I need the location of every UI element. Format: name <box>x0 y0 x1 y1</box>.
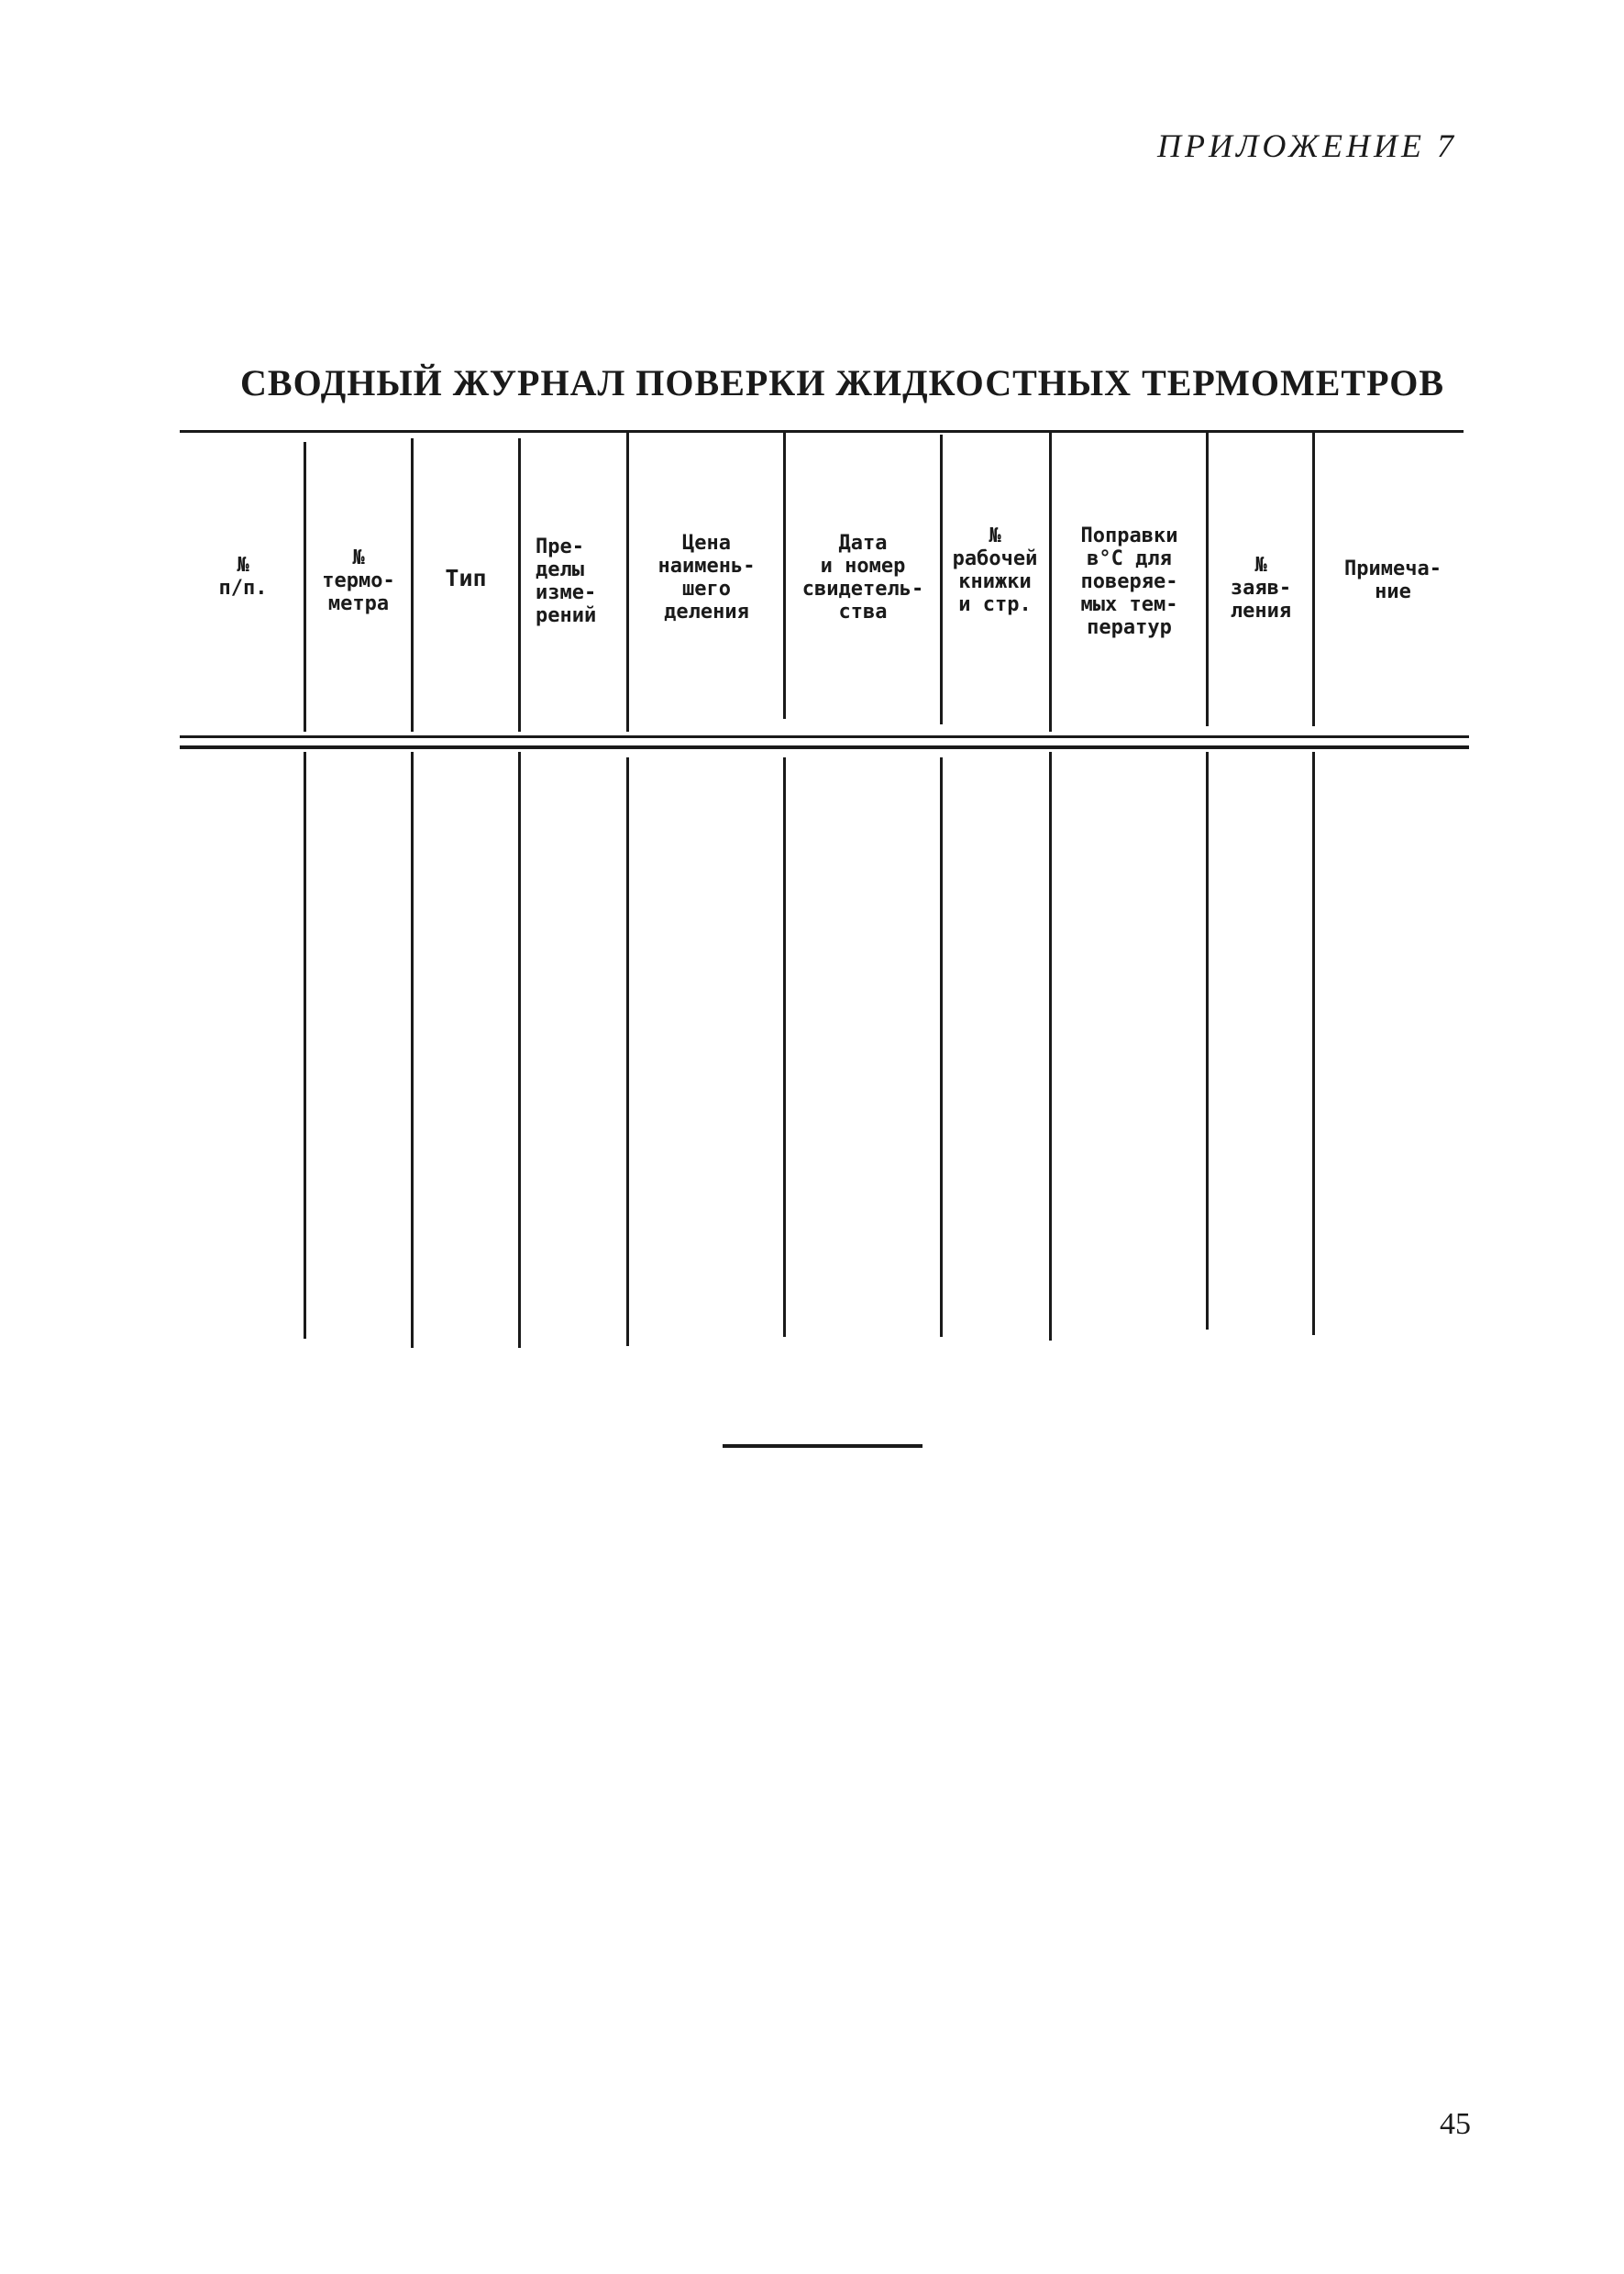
document-title: СВОДНЫЙ ЖУРНАЛ ПОВЕРКИ ЖИДКОСТНЫХ ТЕРМОМЕТРОВ <box>240 362 1445 403</box>
column-divider <box>1206 431 1209 726</box>
column-header-application-number: № заяв- ления <box>1230 554 1292 623</box>
column-header-workbook-number: № рабочей книжки и стр. <box>952 524 1038 616</box>
end-rule <box>723 1444 922 1448</box>
column-header-number: № п/п. <box>218 554 268 600</box>
header-bottom-rule-2 <box>180 745 1469 749</box>
column-divider <box>1206 752 1209 1330</box>
column-divider <box>518 752 521 1348</box>
column-divider <box>1049 752 1052 1341</box>
column-header-measurement-limits: Пре- делы изме- рений <box>536 535 597 627</box>
column-header-certificate-date: Дата и номер свидетель- ства <box>801 532 924 624</box>
column-divider <box>626 757 629 1346</box>
column-divider <box>1312 752 1315 1335</box>
column-divider <box>518 438 521 732</box>
column-divider <box>1312 431 1315 726</box>
appendix-label: ПРИЛОЖЕНИЕ 7 <box>1157 127 1457 164</box>
column-header-notes: Примеча- ние <box>1344 557 1442 603</box>
column-divider <box>783 757 786 1337</box>
column-divider <box>1049 433 1052 732</box>
column-divider <box>783 433 786 719</box>
column-divider <box>940 757 943 1337</box>
column-header-temperature-corrections: Поправки в°С для поверяе- мых тем- ператур <box>1080 524 1178 639</box>
header-bottom-rule-1 <box>180 735 1469 738</box>
column-header-thermometer-number: № термо- метра <box>322 546 395 615</box>
column-divider <box>411 438 414 732</box>
column-header-division-value: Цена наимень- шего деления <box>657 532 756 624</box>
table-top-rule <box>180 430 1464 433</box>
column-divider <box>304 442 306 732</box>
page-number: 45 <box>1440 2107 1471 2141</box>
column-header-type: Тип <box>445 565 487 591</box>
column-divider <box>304 752 306 1339</box>
column-divider <box>411 752 414 1348</box>
